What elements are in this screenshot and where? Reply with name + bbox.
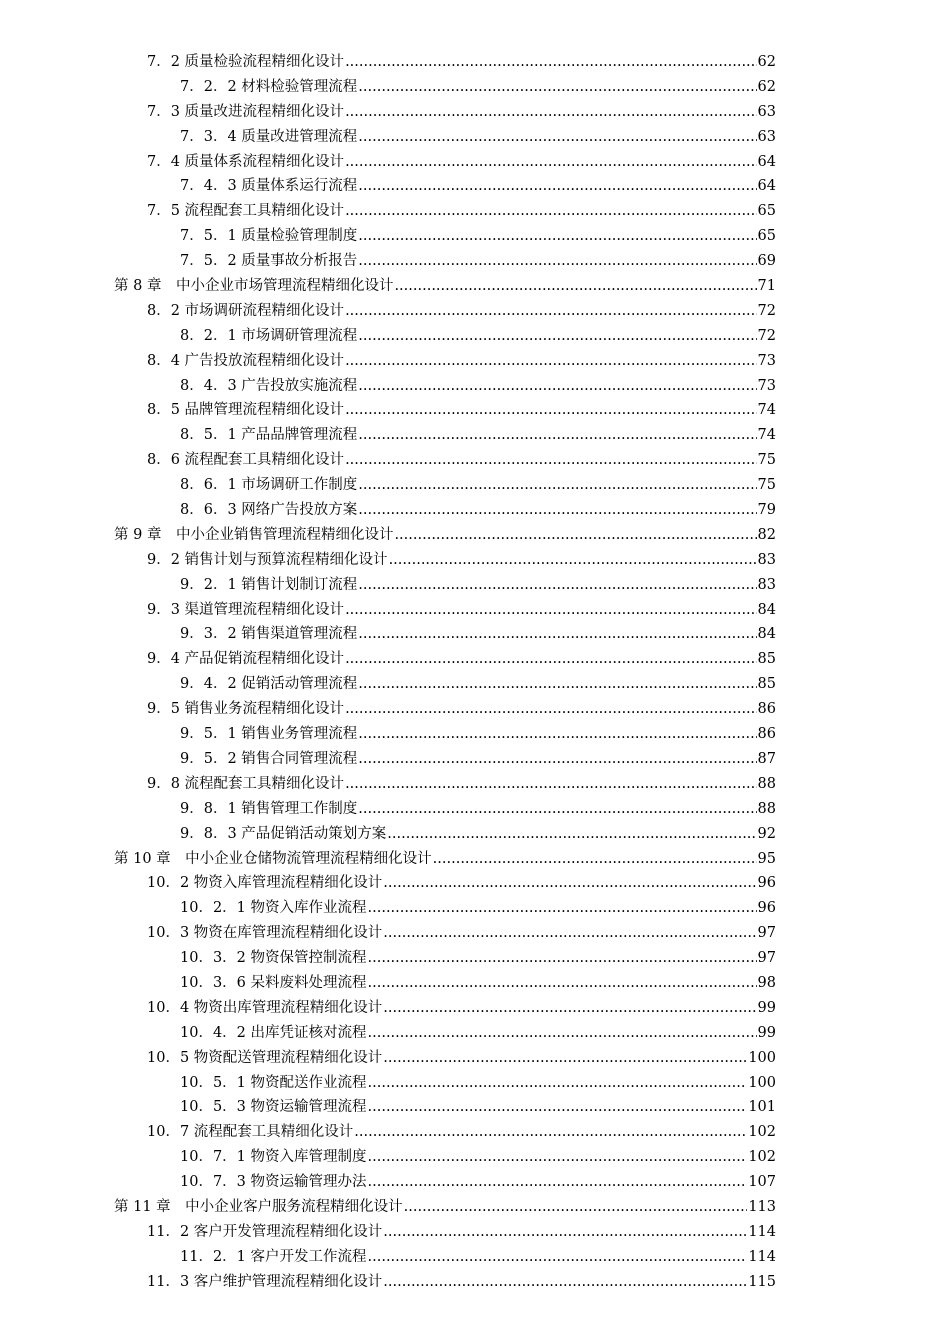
- toc-page-number: 96: [757, 875, 776, 892]
- toc-entry-title: 7．3．4 质量改进管理流程: [180, 128, 358, 145]
- toc-dot-leader: [345, 100, 756, 125]
- toc-dot-leader: [358, 498, 756, 523]
- toc-entry-title: 8．6 流程配套工具精细化设计: [147, 452, 345, 469]
- toc-entry-title: 10．7．1 物资入库管理制度: [180, 1149, 367, 1166]
- toc-entry[interactable]: [0, 1071, 950, 1096]
- toc-entry-title: 8．5 品牌管理流程精细化设计: [147, 402, 345, 419]
- toc-page-number: 88: [757, 775, 776, 792]
- toc-page-number: 73: [757, 377, 776, 394]
- toc-entry[interactable]: [0, 1120, 950, 1145]
- toc-dot-leader: [345, 50, 756, 75]
- toc-page-number: 99: [757, 1024, 776, 1041]
- toc-dot-leader: [383, 996, 756, 1021]
- toc-entry[interactable]: [0, 75, 950, 100]
- toc-entry[interactable]: [0, 971, 950, 996]
- toc-page-number: 83: [757, 551, 776, 568]
- toc-page-number: 62: [757, 54, 776, 70]
- toc-entry-title: 10．7 流程配套工具精细化设计: [147, 1124, 354, 1141]
- toc-entry[interactable]: [0, 822, 950, 847]
- toc-chapter-entry[interactable]: [0, 847, 950, 872]
- toc-page-number: 82: [757, 526, 776, 543]
- toc-page-number: 64: [757, 153, 776, 170]
- toc-entry[interactable]: [0, 299, 950, 324]
- toc-page-number: 79: [757, 502, 776, 519]
- toc-entry[interactable]: [0, 174, 950, 199]
- toc-chapter-entry[interactable]: [0, 274, 950, 299]
- toc-page-number: 85: [757, 676, 776, 693]
- toc-page-number: 74: [757, 427, 776, 444]
- toc-page-number: 75: [757, 452, 776, 469]
- toc-dot-leader: [358, 573, 756, 598]
- toc-page-number: 83: [757, 576, 776, 593]
- toc-entry-title: 10．7．3 物资运输管理办法: [180, 1174, 367, 1191]
- toc-page-number: 63: [757, 103, 776, 120]
- toc-page-number: 99: [757, 999, 776, 1016]
- toc-page-number: 100: [748, 1074, 776, 1091]
- toc-entry[interactable]: [0, 349, 950, 374]
- toc-entry-title: 第 9 章 中小企业销售管理流程精细化设计: [114, 526, 394, 543]
- toc-entry[interactable]: [0, 747, 950, 772]
- toc-page-number: 101: [748, 1099, 776, 1116]
- toc-entry[interactable]: [0, 548, 950, 573]
- toc-chapter-entry[interactable]: [0, 523, 950, 548]
- toc-entry-title: 10．5．3 物资运输管理流程: [180, 1099, 367, 1116]
- toc-entry-title: 9．4 产品促销流程精细化设计: [147, 651, 345, 668]
- toc-entry-title: 7．3 质量改进流程精细化设计: [147, 103, 345, 120]
- toc-page-number: 65: [757, 228, 776, 245]
- toc-page-number: 63: [757, 128, 776, 145]
- toc-entry[interactable]: [0, 100, 950, 125]
- toc-dot-leader: [394, 274, 756, 299]
- toc-entry-title: 7．4 质量体系流程精细化设计: [147, 153, 345, 170]
- toc-page-number: 114: [748, 1223, 776, 1240]
- toc-entry[interactable]: [0, 946, 950, 971]
- toc-page-number: 75: [757, 477, 776, 494]
- toc-dot-leader: [383, 871, 756, 896]
- toc-entry-title: 9．4．2 促销活动管理流程: [180, 676, 358, 693]
- toc-dot-leader: [404, 1195, 748, 1220]
- toc-dot-leader: [358, 75, 756, 100]
- toc-dot-leader: [345, 697, 756, 722]
- toc-dot-leader: [358, 174, 756, 199]
- toc-entry-title: 8．6．1 市场调研工作制度: [180, 477, 358, 494]
- toc-dot-leader: [389, 548, 757, 573]
- toc-dot-leader: [368, 1095, 748, 1120]
- toc-entry[interactable]: [0, 1095, 950, 1120]
- toc-entry-title: 7．2．2 材料检验管理流程: [180, 78, 358, 95]
- toc-page-number: 73: [757, 352, 776, 369]
- toc-entry-title: 11．3 客户维护管理流程精细化设计: [147, 1273, 383, 1290]
- toc-dot-leader: [345, 598, 756, 623]
- toc-page-number: 85: [757, 651, 776, 668]
- toc-entry-title: 7．5．2 质量事故分析报告: [180, 253, 358, 270]
- toc-page-number: 107: [748, 1174, 776, 1191]
- toc-entry-title: 11．2．1 客户开发工作流程: [180, 1248, 367, 1265]
- toc-dot-leader: [368, 1170, 748, 1195]
- toc-entry-title: 10．2．1 物资入库作业流程: [180, 900, 367, 917]
- toc-entry[interactable]: [0, 772, 950, 797]
- toc-entry[interactable]: [0, 996, 950, 1021]
- toc-dot-leader: [368, 971, 757, 996]
- toc-entry-title: 8．4．3 广告投放实施流程: [180, 377, 358, 394]
- toc-entry-title: 8．4 广告投放流程精细化设计: [147, 352, 345, 369]
- toc-entry-title: 10．5 物资配送管理流程精细化设计: [147, 1049, 383, 1066]
- toc-dot-leader: [358, 374, 756, 399]
- toc-dot-leader: [368, 1245, 748, 1270]
- toc-page-number: 98: [757, 974, 776, 991]
- toc-page-number: 100: [748, 1049, 776, 1066]
- toc-entry-title: 10．4．2 出库凭证核对流程: [180, 1024, 367, 1041]
- toc-dot-leader: [383, 1046, 747, 1071]
- toc-page-number: 114: [748, 1248, 776, 1265]
- toc-page-number: 84: [757, 626, 776, 643]
- toc-dot-leader: [358, 125, 756, 150]
- toc-entry-title: 10．3 物资在库管理流程精细化设计: [147, 925, 383, 942]
- toc-dot-leader: [358, 249, 756, 274]
- toc-dot-leader: [345, 150, 756, 175]
- toc-page-number: 84: [757, 601, 776, 618]
- toc-dot-leader: [345, 448, 756, 473]
- toc-dot-leader: [345, 647, 756, 672]
- toc-page-number: 71: [757, 278, 776, 295]
- toc-entry-title: 9．3．2 销售渠道管理流程: [180, 626, 358, 643]
- toc-page-number: 86: [757, 701, 776, 718]
- toc-dot-leader: [345, 398, 756, 423]
- toc-page-number: 86: [757, 726, 776, 743]
- toc-entry-title: 9．5 销售业务流程精细化设计: [147, 701, 345, 718]
- toc-entry-title: 8．5．1 产品品牌管理流程: [180, 427, 358, 444]
- toc-entry[interactable]: [0, 50, 950, 75]
- toc-dot-leader: [345, 299, 756, 324]
- toc-dot-leader: [368, 1145, 748, 1170]
- toc-entry-title: 第 11 章 中小企业客户服务流程精细化设计: [114, 1198, 403, 1215]
- toc-dot-leader: [368, 896, 757, 921]
- toc-page-number: 102: [748, 1124, 776, 1141]
- toc-entry[interactable]: [0, 622, 950, 647]
- toc-dot-leader: [383, 1220, 747, 1245]
- toc-page-number: 65: [757, 203, 776, 220]
- table-of-contents: [0, 50, 950, 1295]
- toc-entry[interactable]: [0, 672, 950, 697]
- toc-dot-leader: [358, 473, 756, 498]
- toc-entry-title: 10．5．1 物资配送作业流程: [180, 1074, 367, 1091]
- toc-entry-title: 第 8 章 中小企业市场管理流程精细化设计: [114, 278, 394, 295]
- toc-entry[interactable]: [0, 473, 950, 498]
- toc-entry-title: 7．5 流程配套工具精细化设计: [147, 203, 345, 220]
- toc-entry[interactable]: [0, 1270, 950, 1295]
- toc-chapter-entry[interactable]: [0, 1195, 950, 1220]
- toc-entry-title: 9．8．1 销售管理工作制度: [180, 800, 358, 817]
- toc-page-number: 97: [757, 925, 776, 942]
- toc-page-number: 88: [757, 800, 776, 817]
- toc-dot-leader: [383, 921, 756, 946]
- toc-entry-title: 9．3 渠道管理流程精细化设计: [147, 601, 345, 618]
- toc-dot-leader: [358, 224, 756, 249]
- toc-entry[interactable]: [0, 722, 950, 747]
- toc-entry-title: 10．4 物资出库管理流程精细化设计: [147, 999, 383, 1016]
- toc-entry[interactable]: [0, 224, 950, 249]
- toc-page-number: 72: [757, 327, 776, 344]
- toc-entry-title: 9．5．2 销售合同管理流程: [180, 750, 358, 767]
- toc-dot-leader: [358, 672, 756, 697]
- toc-entry[interactable]: [0, 1145, 950, 1170]
- toc-entry[interactable]: [0, 697, 950, 722]
- toc-entry-title: 7．4．3 质量体系运行流程: [180, 178, 358, 195]
- toc-entry[interactable]: [0, 398, 950, 423]
- toc-entry[interactable]: [0, 896, 950, 921]
- toc-entry[interactable]: [0, 871, 950, 896]
- toc-page-number: 115: [748, 1273, 776, 1290]
- toc-entry-title: 8．6．3 网络广告投放方案: [180, 502, 358, 519]
- toc-dot-leader: [358, 747, 756, 772]
- toc-entry-title: 7．5．1 质量检验管理制度: [180, 228, 358, 245]
- toc-dot-leader: [358, 324, 756, 349]
- toc-entry[interactable]: [0, 249, 950, 274]
- toc-dot-leader: [368, 1071, 748, 1096]
- toc-dot-leader: [354, 1120, 747, 1145]
- toc-dot-leader: [358, 722, 756, 747]
- toc-entry[interactable]: [0, 647, 950, 672]
- toc-entry[interactable]: [0, 423, 950, 448]
- toc-entry[interactable]: [0, 921, 950, 946]
- toc-entry[interactable]: [0, 1245, 950, 1270]
- toc-entry[interactable]: [0, 498, 950, 523]
- toc-entry-title: 10．3．6 呆料废料处理流程: [180, 974, 367, 991]
- toc-entry-title: 9．2 销售计划与预算流程精细化设计: [147, 551, 388, 568]
- toc-page-number: 64: [757, 178, 776, 195]
- toc-entry[interactable]: [0, 573, 950, 598]
- toc-entry[interactable]: [0, 199, 950, 224]
- toc-entry[interactable]: [0, 1220, 950, 1245]
- toc-dot-leader: [358, 622, 756, 647]
- toc-entry[interactable]: [0, 448, 950, 473]
- toc-dot-leader: [358, 797, 756, 822]
- toc-page-number: 96: [757, 900, 776, 917]
- toc-entry-title: 8．2 市场调研流程精细化设计: [147, 302, 345, 319]
- toc-dot-leader: [394, 523, 756, 548]
- toc-entry[interactable]: [0, 1021, 950, 1046]
- toc-page-number: 113: [748, 1198, 776, 1215]
- toc-entry[interactable]: [0, 797, 950, 822]
- toc-page-number: 62: [757, 78, 776, 95]
- toc-entry[interactable]: [0, 598, 950, 623]
- toc-dot-leader: [433, 847, 757, 872]
- toc-page-number: 102: [748, 1149, 776, 1166]
- toc-page-number: 74: [757, 402, 776, 419]
- toc-dot-leader: [345, 772, 756, 797]
- toc-entry-title: 7．2 质量检验流程精细化设计: [147, 54, 345, 70]
- toc-entry[interactable]: [0, 125, 950, 150]
- toc-entry-title: 10．3．2 物资保管控制流程: [180, 950, 367, 967]
- toc-page-number: 69: [757, 253, 776, 270]
- toc-entry[interactable]: [0, 1170, 950, 1195]
- toc-page-number: 95: [757, 850, 776, 867]
- toc-entry[interactable]: [0, 150, 950, 175]
- toc-entry[interactable]: [0, 374, 950, 399]
- toc-entry-title: 10．2 物资入库管理流程精细化设计: [147, 875, 383, 892]
- toc-entry-title: 9．8．3 产品促销活动策划方案: [180, 825, 387, 842]
- toc-entry-title: 9．5．1 销售业务管理流程: [180, 726, 358, 743]
- toc-page-number: 92: [757, 825, 776, 842]
- toc-dot-leader: [345, 199, 756, 224]
- toc-entry-title: 8．2．1 市场调研管理流程: [180, 327, 358, 344]
- toc-page-number: 97: [757, 950, 776, 967]
- toc-dot-leader: [383, 1270, 747, 1295]
- toc-entry[interactable]: [0, 1046, 950, 1071]
- toc-entry-title: 9．2．1 销售计划制订流程: [180, 576, 358, 593]
- toc-page-number: 87: [757, 750, 776, 767]
- toc-entry-title: 9．8 流程配套工具精细化设计: [147, 775, 345, 792]
- toc-page-number: 72: [757, 302, 776, 319]
- toc-entry[interactable]: [0, 324, 950, 349]
- toc-dot-leader: [358, 423, 756, 448]
- toc-entry-title: 11．2 客户开发管理流程精细化设计: [147, 1223, 383, 1240]
- toc-dot-leader: [345, 349, 756, 374]
- toc-entry-title: 第 10 章 中小企业仓储物流管理流程精细化设计: [114, 850, 432, 867]
- toc-dot-leader: [368, 1021, 757, 1046]
- toc-dot-leader: [387, 822, 756, 847]
- toc-dot-leader: [368, 946, 757, 971]
